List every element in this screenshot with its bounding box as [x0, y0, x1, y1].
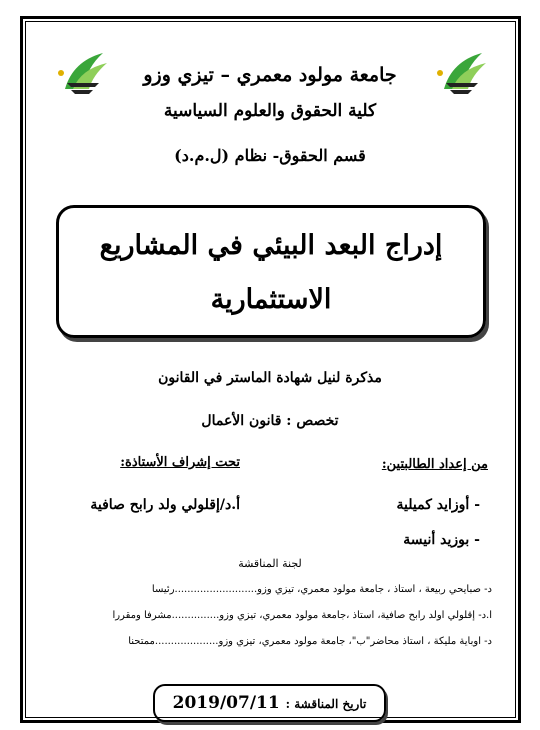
students-header: من إعداد الطالبتين:	[381, 457, 488, 472]
defense-date-box	[153, 684, 386, 722]
university-name: جامعة مولود معمري – تيزي وزو	[143, 64, 397, 86]
thesis-title-line1: إدراج البعد البيئي في المشاريع	[99, 230, 443, 261]
jury-title: لجنة المناقشة	[238, 557, 302, 570]
specialty: تخصص : قانون الأعمال	[201, 413, 339, 429]
university-logo-right	[432, 43, 494, 105]
student-name: - أوزايد كميلية	[396, 497, 480, 513]
department-name: قسم الحقوق- نظام (ل.م.د)	[174, 146, 366, 165]
supervision-header: تحت إشراف الأستاذة:	[120, 455, 240, 470]
thesis-title-line2: الاستثمارية	[210, 284, 332, 315]
faculty-name: كلية الحقوق والعلوم السياسية	[163, 101, 377, 121]
jury-member: د- اوباية مليكة ، أستاذ محاضر"ب"، جامعة مولود معمري، تيزي وزو....................ممتحنا	[128, 636, 492, 647]
thesis-title-box	[56, 205, 486, 338]
defense-date: 2019/07/11	[172, 693, 280, 713]
supervisor-name: أ.د/إقلولي ولد رابح صافية	[90, 497, 240, 513]
degree-statement: مذكرة لنيل شهادة الماستر في القانون	[158, 370, 382, 386]
defense-date-label: تاريخ المناقشة :	[285, 697, 367, 711]
university-logo-left	[53, 43, 115, 105]
student-name: - بوزيد أنيسة	[403, 532, 480, 548]
jury-member: أ.د- إقلولي اولد رابح صافية، أستاذ ،جامعة مولود معمري، تيزي وزو...............مشرفا ومقررا	[112, 610, 492, 621]
jury-member: د- صبايحي ربيعة ، أستاذ ، جامعة مولود معمري، تيزي وزو..........................رئيسا	[151, 584, 492, 595]
